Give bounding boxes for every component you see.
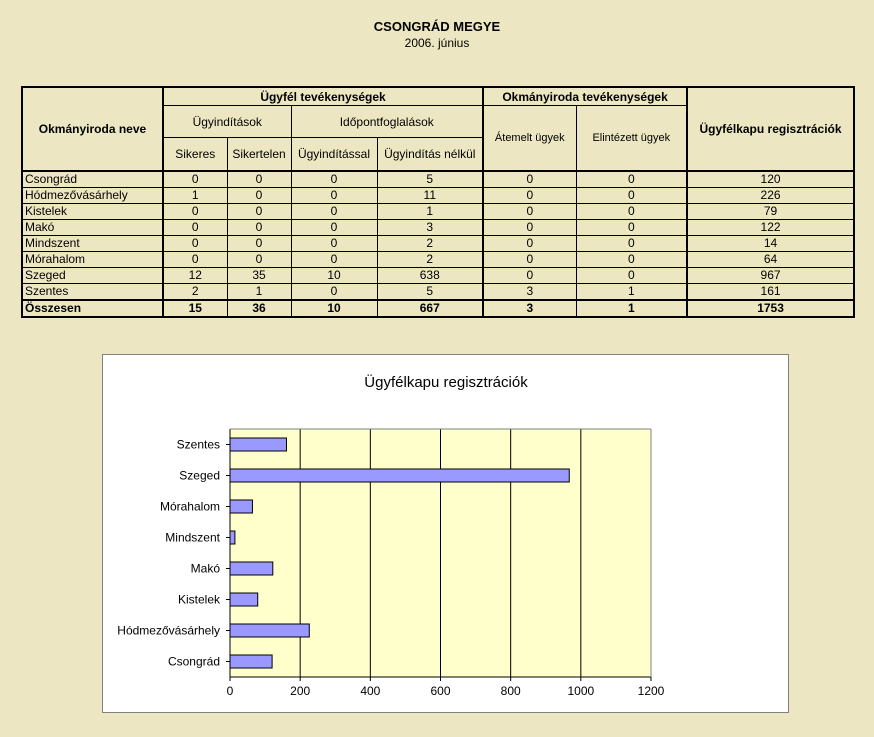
x-tick-label: 1200 (637, 684, 665, 698)
value-cell: 3 (377, 220, 483, 236)
table-row (22, 268, 854, 284)
value-cell: 14 (687, 236, 854, 252)
value-cell: 638 (377, 268, 483, 284)
value-cell: 0 (576, 188, 687, 204)
x-tick-label: 200 (290, 684, 311, 698)
value-cell: 0 (291, 220, 377, 236)
bar (230, 593, 258, 606)
x-tick-label: 0 (226, 684, 234, 698)
value-cell: 5 (377, 284, 483, 301)
bar (230, 500, 252, 513)
value-cell: 0 (291, 284, 377, 301)
header-group-office: Okmányiroda tevékenységek (483, 87, 687, 106)
value-cell: 226 (687, 188, 854, 204)
header-with-case: Ügyindítással (291, 138, 377, 172)
value-cell: 12 (163, 268, 227, 284)
value-cell: 15 (163, 300, 227, 317)
bar (230, 624, 309, 637)
x-tick-label: 600 (430, 684, 451, 698)
stats-table (21, 86, 855, 318)
value-cell: 5 (377, 171, 483, 188)
value-cell: 0 (576, 236, 687, 252)
value-cell: 0 (576, 268, 687, 284)
value-cell: 0 (163, 220, 227, 236)
value-cell: 3 (483, 284, 576, 301)
table-row (22, 188, 854, 204)
header-transferred: Átemelt ügyek (483, 106, 576, 172)
header-unsuccessful: Sikertelen (227, 138, 291, 172)
table-row (22, 236, 854, 252)
value-cell: 0 (291, 171, 377, 188)
x-tick-label: 1000 (567, 684, 595, 698)
table-row (22, 171, 854, 188)
value-cell: 64 (687, 252, 854, 268)
value-cell: 0 (291, 236, 377, 252)
value-cell: 0 (163, 236, 227, 252)
value-cell: 0 (227, 188, 291, 204)
office-name-cell: Mindszent (22, 236, 163, 252)
office-name-cell: Kistelek (22, 204, 163, 220)
value-cell: 1 (163, 188, 227, 204)
bar (230, 438, 286, 451)
x-tick-label: 400 (360, 684, 381, 698)
office-name-cell: Mórahalom (22, 252, 163, 268)
table-row (22, 220, 854, 236)
category-label: Mórahalom (159, 499, 220, 514)
value-cell: 11 (377, 188, 483, 204)
chart-panel (102, 354, 789, 713)
value-cell: 0 (227, 252, 291, 268)
office-name-cell: Szeged (22, 268, 163, 284)
office-name-cell: Makó (22, 220, 163, 236)
table-row (22, 204, 854, 220)
value-cell: 0 (576, 220, 687, 236)
category-label: Csongrád (167, 654, 220, 669)
value-cell: 0 (291, 204, 377, 220)
bar (230, 655, 272, 668)
value-cell: 1 (227, 284, 291, 301)
header-completed: Elintézett ügyek (576, 106, 687, 172)
chart-title: Ügyfélkapu regisztrációk (364, 374, 528, 391)
bar-chart (103, 355, 790, 714)
x-tick-label: 800 (500, 684, 521, 698)
category-label: Kistelek (177, 592, 220, 607)
page-subtitle: 2006. június (404, 36, 470, 50)
bar (230, 562, 273, 575)
value-cell: 667 (377, 300, 483, 317)
table-row (22, 284, 854, 301)
category-label: Szeged (179, 468, 220, 483)
value-cell: 2 (377, 252, 483, 268)
value-cell: 36 (227, 300, 291, 317)
value-cell: 79 (687, 204, 854, 220)
value-cell: 0 (291, 252, 377, 268)
value-cell: 2 (377, 236, 483, 252)
header-successful: Sikeres (163, 138, 227, 172)
value-cell: 0 (227, 171, 291, 188)
value-cell: 0 (483, 268, 576, 284)
category-label: Makó (190, 561, 220, 576)
value-cell: 2 (163, 284, 227, 301)
value-cell: 3 (483, 300, 576, 317)
value-cell: 0 (576, 171, 687, 188)
header-case-initiations: Ügyindítások (163, 106, 291, 138)
office-name-cell: Szentes (22, 284, 163, 301)
value-cell: 10 (291, 300, 377, 317)
value-cell: 1 (576, 300, 687, 317)
category-label: Hódmezővásárhely (117, 623, 220, 638)
page-title: CSONGRÁD MEGYE (373, 19, 501, 34)
value-cell: 0 (483, 171, 576, 188)
value-cell: 1 (576, 284, 687, 301)
value-cell: 0 (483, 236, 576, 252)
category-label: Szentes (176, 437, 220, 452)
value-cell: 0 (163, 171, 227, 188)
value-cell: 0 (227, 236, 291, 252)
value-cell: 0 (576, 252, 687, 268)
office-name-cell: Csongrád (22, 171, 163, 188)
value-cell: 0 (291, 188, 377, 204)
value-cell: 161 (687, 284, 854, 301)
table-row (22, 252, 854, 268)
header-appointments: Időpontfoglalások (291, 106, 483, 138)
value-cell: 0 (227, 204, 291, 220)
total-row (22, 300, 854, 317)
value-cell: 1753 (687, 300, 854, 317)
value-cell: 0 (483, 188, 576, 204)
header-client-gate: Ügyfélkapu regisztrációk (687, 87, 854, 171)
value-cell: 0 (483, 252, 576, 268)
value-cell: 122 (687, 220, 854, 236)
header-group-client: Ügyfél tevékenységek (163, 87, 483, 106)
value-cell: 0 (163, 252, 227, 268)
value-cell: 0 (163, 204, 227, 220)
value-cell: 967 (687, 268, 854, 284)
bar (230, 469, 569, 482)
header-without-case: Ügyindítás nélkül (377, 138, 483, 172)
header-office-name: Okmányiroda neve (22, 87, 163, 171)
value-cell: 0 (483, 204, 576, 220)
value-cell: 0 (483, 220, 576, 236)
office-name-cell: Hódmezővásárhely (22, 188, 163, 204)
value-cell: 35 (227, 268, 291, 284)
category-label: Mindszent (165, 530, 220, 545)
value-cell: 1 (377, 204, 483, 220)
value-cell: 0 (227, 220, 291, 236)
office-name-cell: Összesen (22, 300, 163, 317)
value-cell: 0 (576, 204, 687, 220)
value-cell: 10 (291, 268, 377, 284)
bar (230, 531, 235, 544)
value-cell: 120 (687, 171, 854, 188)
